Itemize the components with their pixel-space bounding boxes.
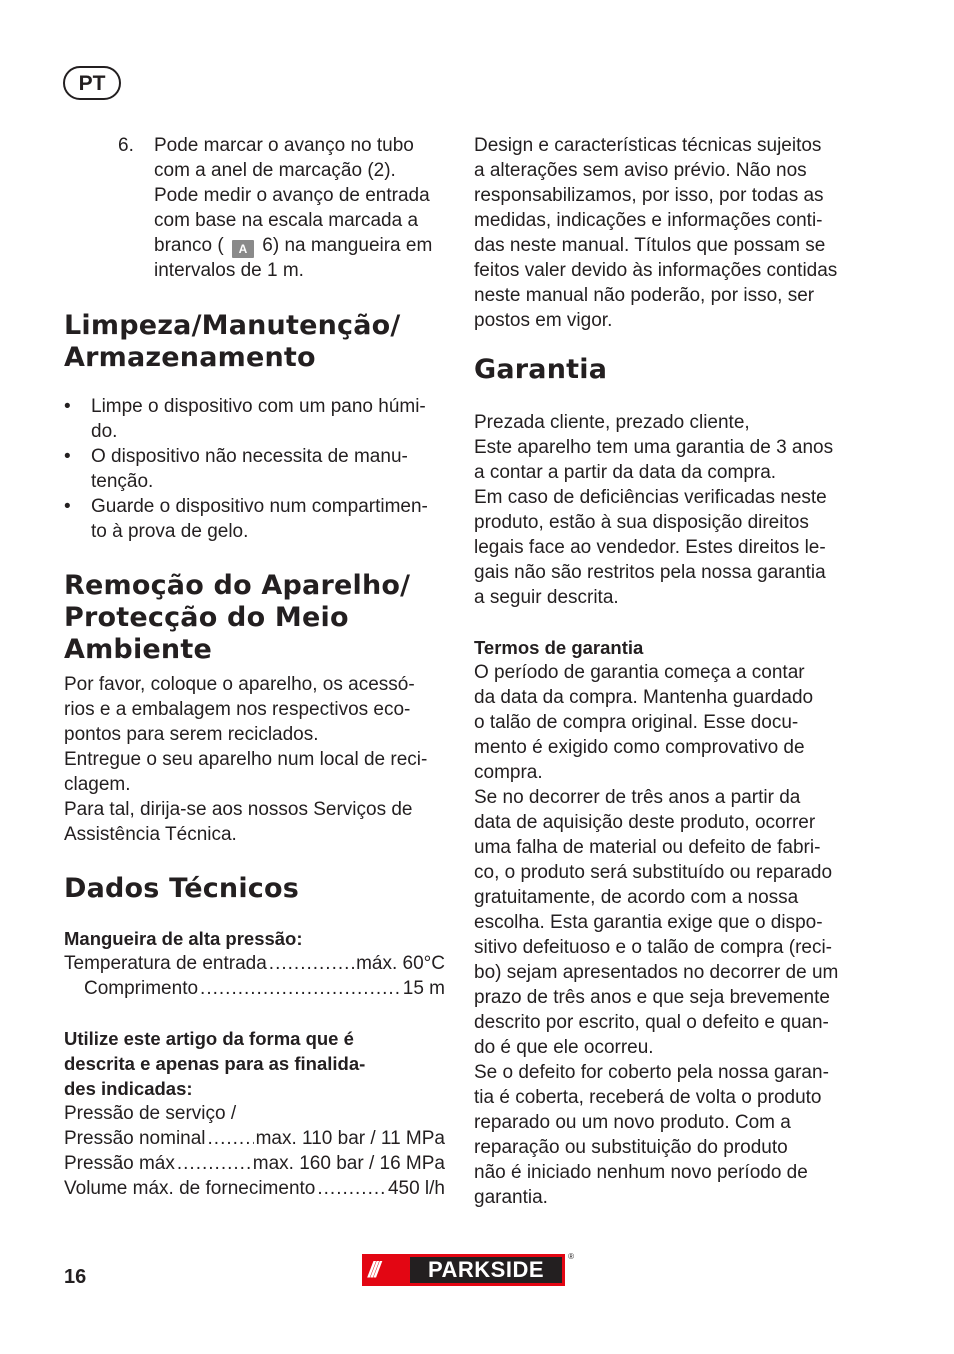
step-text: com base na escala marcada a [154,210,419,231]
list-item: • O dispositivo não necessita de manu- tenção. [64,446,408,492]
page-number: 16 [64,1266,87,1288]
step-text: com a anel de marcação (2). [154,160,396,181]
design-notice: Design e características técnicas sujeitos a alterações sem aviso prévio. Não nos responsabilizamos, por isso, por todas as medidas, indicações e informações conti- das neste manual. Títulos que possam se feitos valer devido às informações contidas neste manual não poderão, por isso, ser postos em vigor. [474,135,838,331]
disposal-heading: Remoção do Aparelho/ [64,570,411,601]
usage-subheading: descrita e apenas para as finalida- [64,1053,366,1074]
cleaning-heading: Limpeza/Manutenção/ [64,310,401,341]
spec-row: Pressão máx ..... max. 160 bar / 16 MPa [64,1151,445,1176]
spec-row: Temperatura de entrada ..... máx. 60°C [64,951,445,976]
cleaning-list [64,394,445,544]
tech-data-heading: Dados Técnicos [64,873,300,904]
hose-subheading: Mangueira de alta pressão: [64,928,303,949]
usage-subheading: des indicadas: [64,1078,193,1099]
cleaning-heading: Armazenamento [64,342,316,373]
step-text: branco ( A 6) na mangueira em [154,235,433,256]
disposal-heading: Protecção do Meio [64,602,349,633]
spec-row: Comprimento ..... 15 m [64,976,445,1001]
warranty-intro: Prezada cliente, prezado cliente, Este aparelho tem uma garantia de 3 anos a contar a partir da data da compra. Em caso de deficiências verificadas neste produto, estão à sua disposição direitos legais face ao vendedor. Estes direitos le- gais não são restritos pela nossa garantia a seguir descrita. [474,412,834,608]
parkside-logo [362,1252,574,1286]
step-text: Pode marcar o avanço no tubo [154,135,414,156]
list-item: • Limpe o dispositivo com um pano húmi- do. [64,396,426,442]
warranty-terms: O período de garantia começa a contar da data da compra. Mantenha guardado o talão de compra original. Esse docu- mento é exigido como comprovativo de compra. Se no decorrer de três anos a partir da data de aquisição deste produto, ocorrer uma falha de material ou defeito de fabri- co, o produto será substituído ou reparado gratuitamente, de acordo com a nossa escolha. Esta garantia exige que o dispo- sitivo defeituoso e o talão de compra (reci- bo) sejam apresentados no decorrer de um prazo de três anos e que seja brevemente descrito por escrito, qual o defeito e quan- do é que ele ocorreu. Se o defeito for coberto pela nossa garan- tia é coberta, receberá de volta o produto reparado ou um novo produto. Com a reparação ou substituição do produto não é iniciado nenhum novo período de garantia. [474,662,839,1208]
logo-slashes: /// [368,1257,378,1282]
disposal-text: Por favor, coloque o aparelho, os acessó- rios e a embalagem nos respectivos eco- pontos para serem reciclados. Entregue o seu aparelho num local de reci- clagem. Para tal, dirija-se aos nossos Serviços de Assistência Técnica. [64,674,428,845]
spec-row: Pressão nominal ..... max. 110 bar / 11 MPa [64,1126,445,1151]
figure-a-icon: A [232,240,254,258]
disposal-heading: Ambiente [64,634,212,665]
registered-mark: ® [568,1252,574,1261]
usage-subheading: Utilize este artigo da forma que é [64,1028,354,1049]
list-item: • Guarde o dispositivo num compartimen- to à prova de gelo. [64,496,428,542]
step-number: 6. [118,135,134,156]
step-6 [64,133,445,283]
spec-label: Pressão de serviço / [64,1103,237,1124]
spec-row: Volume máx. de fornecimento ..... 450 l/h [64,1176,445,1201]
right-column [474,133,858,1210]
warranty-terms-subheading: Termos de garantia [474,637,644,658]
language-badge: PT [63,66,121,100]
step-text: intervalos de 1 m. [154,260,304,281]
left-column [64,133,445,1201]
step-text: Pode medir o avanço de entrada [154,185,430,206]
logo-wordmark: PARKSIDE [410,1257,562,1283]
warranty-heading: Garantia [474,354,608,385]
